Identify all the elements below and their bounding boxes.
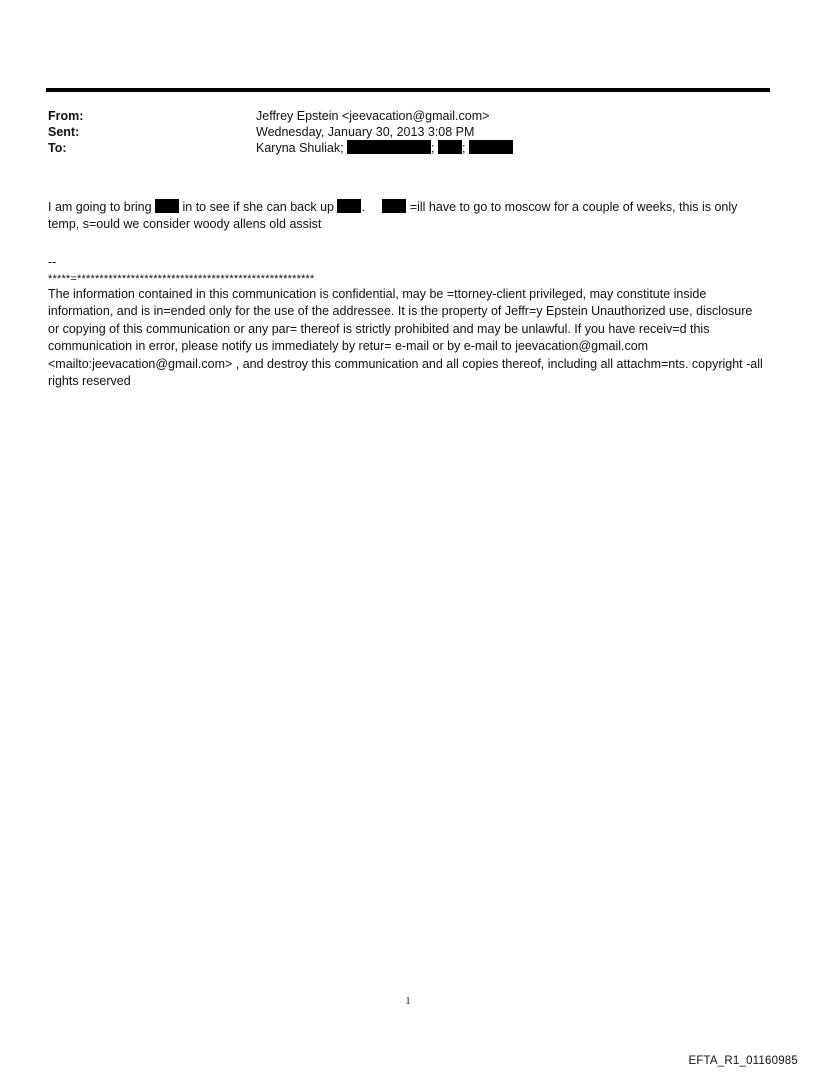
to-separator: ;: [462, 141, 466, 155]
message-body: [48, 199, 764, 233]
from-value: Jeffrey Epstein <jeevacation@gmail.com>: [256, 109, 490, 123]
header-rule: [46, 88, 770, 92]
message-text: =ill have to go to moscow for a couple of weeks, this is only temp, s=ould we consider woody allens old assist: [48, 200, 738, 231]
sent-value: Wednesday, January 30, 2013 3:08 PM: [256, 125, 475, 139]
signature-stars: *****=*****************************************************: [48, 272, 315, 285]
message-text: .: [361, 200, 365, 214]
page-number: 1: [405, 996, 411, 1007]
redaction-box: [438, 140, 462, 154]
to-label: To:: [48, 141, 67, 155]
message-text: in to see if she can back up: [179, 200, 334, 214]
redaction-box: [469, 140, 513, 154]
redaction-box: [155, 199, 179, 213]
redaction-box: [337, 199, 361, 213]
email-header: [48, 108, 768, 156]
to-recipient-1: Karyna Shuliak;: [256, 141, 344, 155]
to-row: [48, 140, 768, 156]
signature-dashes: --: [48, 255, 57, 269]
sent-row: [48, 124, 768, 140]
redaction-box: [382, 199, 406, 213]
message-text: I am going to bring: [48, 200, 152, 214]
sent-label: Sent:: [48, 125, 80, 139]
from-row: [48, 108, 768, 124]
disclaimer-text: The information contained in this communication is confidential, may be =ttorney-client privileged, may constitute inside information, and is in=ended only for the use of the addressee. It is the property of Jeffr=y Epstein Unauthorized use, disclosure or copying of this communication or any par= thereof is strictly prohibited and may be unlawful. If you have receiv=d this communication in error, please notify us immediately by retur= e-mail or by e-mail to jeevacation@gmail.com <mailto:jeevacation@gmail.com> , and destroy this communication and all copies thereof, including all attachm=nts. copyright -all rights reserved: [48, 286, 763, 388]
redaction-box: [347, 140, 431, 154]
to-separator: ;: [431, 141, 435, 155]
bates-number: EFTA_R1_01160985: [688, 1055, 798, 1067]
from-label: From:: [48, 109, 84, 123]
to-value: [256, 140, 768, 156]
signature-block: [48, 254, 764, 391]
